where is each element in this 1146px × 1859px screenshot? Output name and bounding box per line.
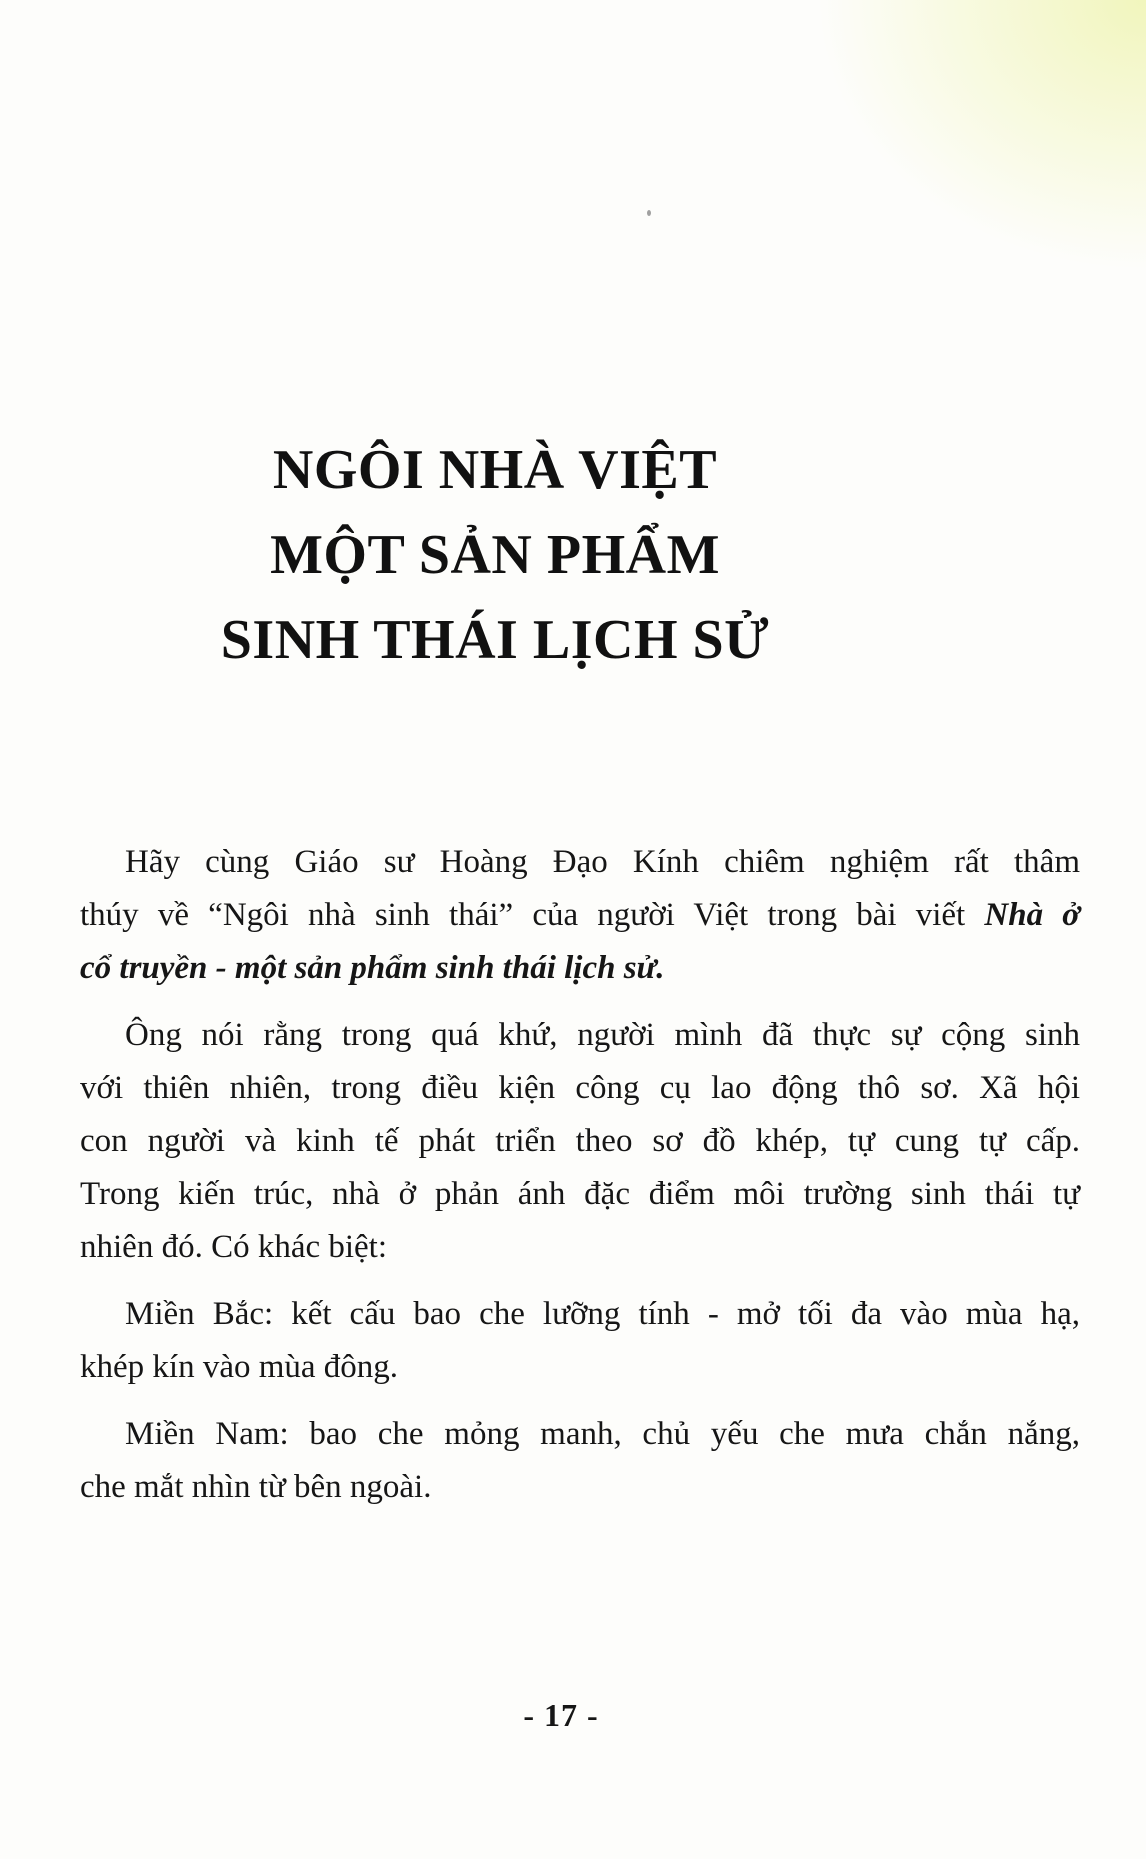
scan-speck [647, 210, 651, 216]
paragraph-intro [80, 836, 1080, 995]
text-line: Trong kiến trúc, nhà ở phản ánh đặc điểm môi trường sinh thái tự [80, 1176, 1080, 1212]
text-segment-italic: cổ truyền - một sản phẩm sinh thái lịch sử. [80, 950, 665, 986]
paragraph-mien-nam [80, 1408, 1080, 1514]
chapter-title-line-1: NGÔI NHÀ VIỆT [272, 439, 718, 501]
paragraph-mien-bac [80, 1288, 1080, 1394]
text-line: con người và kinh tế phát triển theo sơ đồ khép, tự cung tự cấp. [80, 1123, 1080, 1159]
chapter-title-line-3: SINH THÁI LỊCH SỬ [220, 609, 770, 671]
paragraph-main [80, 1009, 1080, 1274]
text-line: Ông nói rằng trong quá khứ, người mình đã thực sự cộng sinh [125, 1017, 1080, 1053]
text-line: Miền Nam: bao che mỏng manh, chủ yếu che mưa chắn nắng, [125, 1416, 1080, 1452]
scan-corner-tint [806, 0, 1146, 280]
text-line: khép kín vào mùa đông. [80, 1349, 399, 1385]
page-number: - 17 - [523, 1697, 599, 1733]
text-line: với thiên nhiên, trong điều kiện công cụ lao động thô sơ. Xã hội [80, 1070, 1080, 1106]
body-text [80, 836, 1080, 1528]
chapter-title [0, 428, 990, 683]
chapter-title-line-2: MỘT SẢN PHẨM [270, 524, 720, 586]
text-line: Miền Bắc: kết cấu bao che lưỡng tính - mở tối đa vào mùa hạ, [125, 1296, 1080, 1332]
text-line: che mắt nhìn từ bên ngoài. [80, 1469, 432, 1505]
text-line: nhiên đó. Có khác biệt: [80, 1229, 388, 1265]
text-line [80, 942, 1080, 995]
text-segment-italic: Nhà ở [984, 897, 1080, 933]
text-segment: thúy về “Ngôi nhà sinh thái” của người Việt trong bài viết [80, 897, 966, 933]
text-line [80, 889, 1080, 942]
text-line: Hãy cùng Giáo sư Hoàng Đạo Kính chiêm nghiệm rất thâm [125, 844, 1080, 880]
